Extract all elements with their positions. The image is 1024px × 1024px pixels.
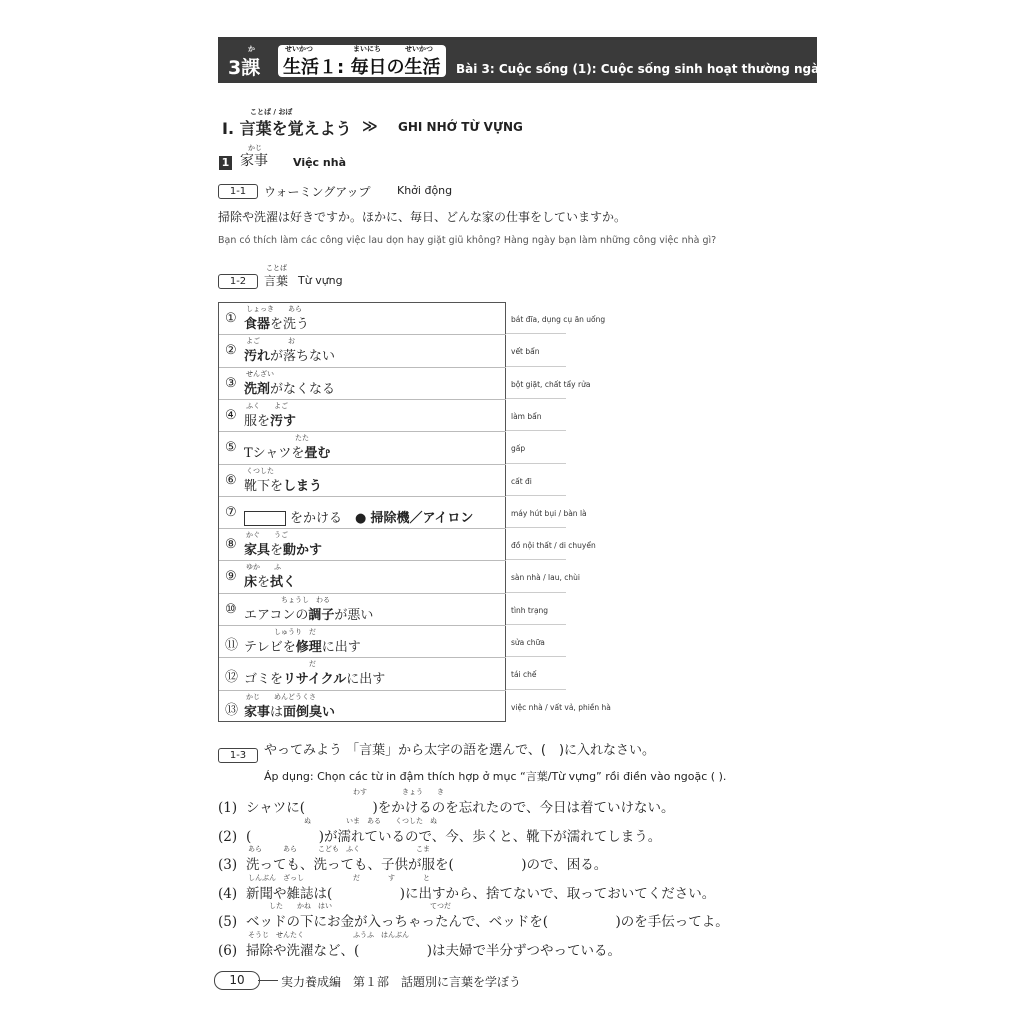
practice-furigana: わす きょう き [248,788,444,796]
warmup-title: ウォーミングアップ [264,185,371,199]
meaning-divider [506,689,566,690]
meaning-divider [506,527,566,528]
vocab-term: 洗剤がなくなる [244,381,336,397]
vocab-meaning: việc nhà / vất vả, phiền hà [511,702,611,712]
footer-divider [258,980,278,981]
practice-instruction-vn: Áp dụng: Chọn các từ in đậm thích hợp ở mục “言葉/Từ vựng” rồi điền vào ngoặc ( ). [264,770,727,783]
vocab-row [219,335,506,367]
vocab-term: をかける ● 掃除機／アイロン [244,507,473,526]
practice-number: (5) [218,914,238,930]
meaning-divider [506,559,566,560]
exercise-tag-1-2: 1-2 [218,274,258,289]
warmup-question-vn: Bạn có thích làm các công việc lau dọn hay giặt giũ không? Hàng ngày bạn làm những công việc nhà gì? [218,235,717,246]
practice-item [218,930,622,959]
exercise-tag-1-1: 1-1 [218,184,258,199]
practice-sentence: シャツに( )をかけるのを忘れたので、今日は着ていけない。 [246,800,675,816]
lesson-number: か 3課 [228,45,261,79]
practice-furigana: した かね はい てつだ [248,902,451,910]
practice-furigana: そうじ せんたく ふうふ はんぶん [248,930,409,939]
page-number: 10 [214,971,260,990]
vocab-row [219,465,506,497]
vocab-row [219,691,506,723]
vocab-furigana: しゅうり だ [246,628,316,637]
vocab-row [219,368,506,400]
practice-furigana: ぬ いま ある くつした ぬ [248,816,437,825]
vocab-number: ① [225,311,237,326]
warmup-question-jp: 掃除や洗濯は好きですか。ほかに、毎日、どんな家の仕事をしていますか。 [218,210,627,224]
vocab-meaning: tái chế [511,670,537,680]
practice-sentence: ( )が濡れているので、今、歩くと、靴下が濡れてしまう。 [246,828,662,845]
exercise-tag-1-3: 1-3 [218,748,258,763]
practice-furigana: あら あら こども ふく こま [248,845,430,853]
practice-sentence: ベッドの下にお金が入っちゃったんで、ベッドを( )のを手伝ってよ。 [246,914,729,930]
vocab-term: エアコンの調子が悪い [244,607,374,623]
vocab-number: ② [225,343,237,359]
vocab-meaning: bột giặt, chất tẩy rửa [511,379,591,389]
vocab-number: ⑤ [225,440,237,456]
answer-blank-box [244,511,286,526]
vocab-row [219,303,506,335]
vocab-title-vn: Từ vựng [298,274,343,287]
meaning-divider [506,495,566,496]
vocab-furigana: だ [246,660,316,669]
vocab-row [219,658,506,690]
double-chevron-icon: ≫ [362,117,378,135]
vocab-meaning: vết bẩn [511,347,540,357]
practice-furigana: しんぶん ざっし だ す と [248,873,430,882]
vocab-number: ⑥ [225,472,237,488]
vocab-furigana: ゆか ふ [246,563,281,572]
subsection-badge: 1 [219,156,232,170]
vocab-number: ③ [225,375,237,391]
practice-sentence: 洗っても、洗っても、子供が服を( )ので、困る。 [246,857,608,873]
lesson-subtitle-vn: Bài 3: Cuộc sống (1): Cuộc sống sinh hoạt thường ngày [456,62,827,76]
vocab-meaning: đồ nội thất / di chuyển [511,541,596,551]
vocab-furigana: ふく よご [246,401,288,410]
vocab-meaning: tình trạng [511,605,549,615]
vocab-number: ④ [225,407,237,423]
vocab-row [219,497,506,529]
practice-number: (1) [218,800,238,816]
vocab-meaning: bát đĩa, dụng cụ ăn uống [511,315,606,324]
footer-text: 実力養成編 第１部 話題別に言葉を学ぼう [281,975,522,989]
vocab-furigana: ちょうし わる [246,595,330,604]
vocab-number: ⑬ [225,702,239,718]
subsection-title: かじ 家事 [240,144,268,169]
vocab-term: ゴミをリサイクルに出す [244,672,386,688]
vocab-term: 床を拭く [244,575,297,591]
vocab-number: ⑧ [225,537,237,553]
vocab-furigana: かぐ うご [246,531,288,540]
vocab-meaning: máy hút bụi / bàn là [511,508,587,518]
practice-sentence: 掃除や洗濯など、( )は夫婦で半分ずつやっている。 [246,942,622,959]
vocab-row [219,529,506,561]
vocab-row [219,400,506,432]
vocab-term: 靴下をしまう [244,478,323,494]
vocab-row [219,626,506,658]
vocab-term: 服を汚す [244,413,297,429]
vocab-term: 家事は面倒臭い [244,704,336,720]
meaning-divider [506,624,566,625]
vocab-furigana: せんざい [246,369,274,378]
vocab-row [219,594,506,626]
vocab-number: ⑦ [225,504,237,520]
vocab-row [219,561,506,593]
vocab-term: テレビを修理に出す [244,640,361,656]
vocab-furigana: くつした [246,466,274,475]
vocab-term: 汚れが落ちない [244,349,336,365]
practice-item [218,845,608,873]
vocab-meaning: sàn nhà / lau, chùi [511,573,580,583]
vocab-table [218,302,506,722]
vocab-term: 食器を洗う [244,317,310,332]
vocab-number: ⑨ [225,569,237,585]
section-title: ことば / おぼ Ⅰ. 言葉を覚えよう [222,108,352,138]
practice-number: (6) [218,942,238,959]
vocab-furigana: しょっき あら [246,305,302,313]
practice-item [218,816,662,845]
meaning-divider [506,430,566,431]
practice-item [218,788,675,816]
vocab-row [219,432,506,464]
vocab-term: 家具を動かす [244,543,323,559]
vocab-meaning: làm bẩn [511,411,542,421]
practice-number: (4) [218,885,238,902]
practice-number: (2) [218,828,238,845]
meaning-divider [506,333,566,334]
meaning-divider [506,463,566,464]
vocab-meaning: gấp [511,444,526,454]
section-title-vn: GHI NHỚ TỪ VỰNG [398,120,523,134]
vocab-number: ⑪ [225,638,239,654]
vocab-furigana: たた [246,434,309,443]
meaning-divider [506,592,566,593]
vocab-title: ことば 言葉 [264,264,289,288]
lesson-title: せいかつ まいにち せいかつ 生活１: 毎日の生活 [283,45,441,78]
vocab-furigana: かじ めんどうくさ [246,692,316,701]
practice-item [218,873,716,902]
vocab-number: ⑩ [225,601,237,617]
warmup-title-vn: Khởi động [397,184,453,197]
practice-item [218,902,729,930]
practice-number: (3) [218,857,238,873]
vocab-meaning: cất đi [511,476,532,486]
vocab-term: Tシャツを畳む [244,446,331,462]
vocab-furigana: よご お [246,337,295,346]
subsection-title-vn: Việc nhà [293,156,346,169]
vocab-number: ⑫ [225,670,239,686]
meaning-divider [506,366,566,367]
meaning-divider [506,398,566,399]
practice-instruction-jp: やってみよう 「言葉」から太字の語を選んで、( )に入れなさい。 [264,743,656,758]
vocab-meaning: sửa chữa [511,638,545,648]
practice-sentence: 新聞や雑誌は( )に出すから、捨てないで、取っておいてください。 [246,885,716,902]
meaning-divider [506,656,566,657]
